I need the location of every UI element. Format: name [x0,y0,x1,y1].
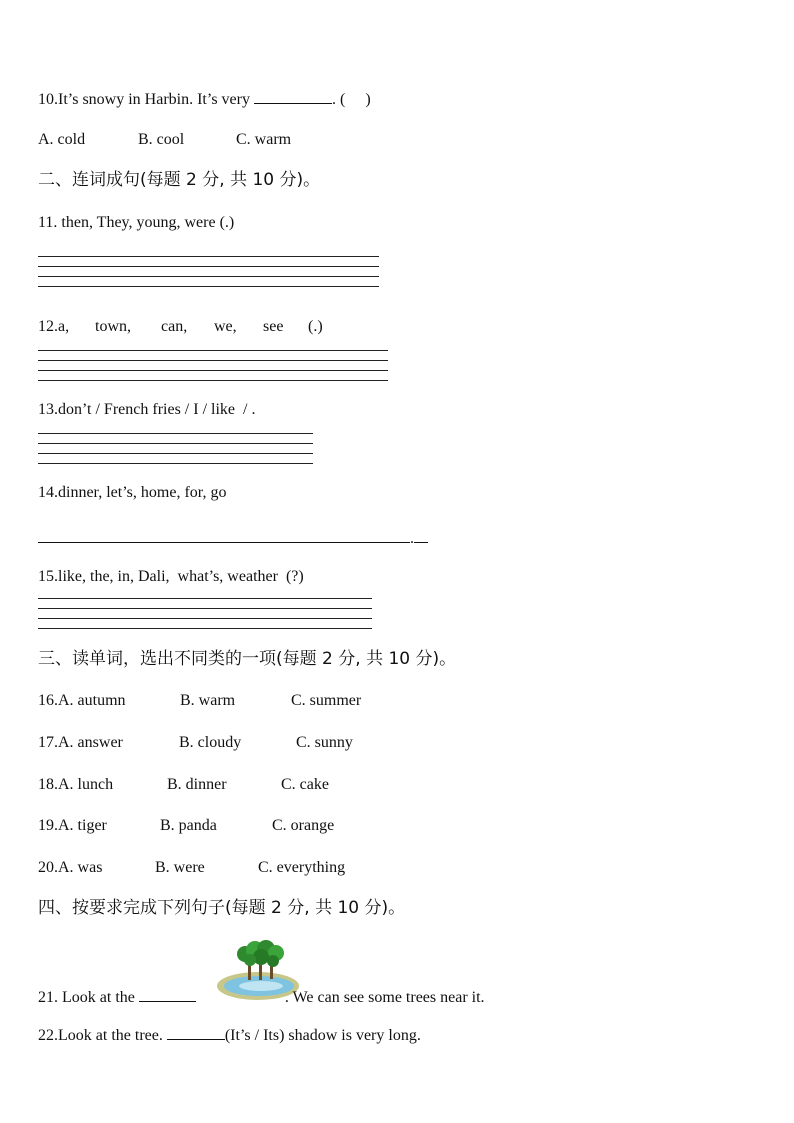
question-10: 10.It’s snowy in Harbin. It’s very . ( ) [38,88,371,110]
option-b[interactable]: B. warm [180,692,236,709]
option-b[interactable]: B. cloudy [179,734,242,751]
question-16: 16.A. autumn B. warm C. summer [38,692,362,709]
answer-lines-11[interactable] [38,256,379,296]
question-13: 13.don’t / French fries / I / like / . [38,401,256,418]
answer-lines-15[interactable] [38,598,372,638]
section-2-heading: 二、连词成句(每题 2 分, 共 10 分)。 [38,170,321,190]
option-a[interactable]: A. cold [38,131,86,148]
question-12: 12.a, town, can, we, see (.) [38,318,323,335]
option-b[interactable]: B. were [155,859,205,876]
option-a[interactable]: A. was [58,859,103,876]
question-18: 18.A. lunch B. dinner C. cake [38,776,329,793]
option-c[interactable]: C. orange [272,817,335,834]
question-21: 21. Look at the . We can see some trees near it. [38,986,485,1008]
answer-blank[interactable] [254,88,332,104]
option-c[interactable]: C. summer [291,692,362,709]
option-b[interactable]: B. panda [160,817,217,834]
question-22: 22.Look at the tree. (It’s / Its) shadow is very long. [38,1024,421,1046]
answer-lines-12[interactable] [38,350,388,390]
question-15: 15.like, the, in, Dali, what’s, weather (?) [38,568,304,585]
option-a[interactable]: A. autumn [58,692,126,709]
option-a[interactable]: A. answer [58,734,123,751]
answer-lines-13[interactable] [38,433,313,473]
question-11: 11. then, They, young, were (.) [38,214,235,231]
section-4-heading: 四、按要求完成下列句子(每题 2 分, 共 10 分)。 [38,898,406,918]
option-a[interactable]: A. lunch [58,776,114,793]
option-c[interactable]: C. warm [236,131,292,148]
question-10-options [38,130,291,150]
option-c[interactable]: C. sunny [296,734,353,751]
option-a[interactable]: A. tiger [58,817,107,834]
option-c[interactable]: C. everything [258,859,346,876]
option-b[interactable]: B. cool [138,131,185,148]
question-17: 17.A. answer B. cloudy C. sunny [38,734,353,751]
answer-line-14[interactable]: . [38,527,428,549]
option-b[interactable]: B. dinner [167,776,227,793]
answer-blank[interactable] [167,1024,225,1040]
question-19: 19.A. tiger B. panda C. orange [38,817,335,834]
section-3-heading: 三、读单词，选出不同类的一项(每题 2 分, 共 10 分)。 [38,649,457,669]
answer-blank[interactable] [139,986,196,1002]
question-14: 14.dinner, let’s, home, for, go [38,484,227,501]
option-c[interactable]: C. cake [281,776,329,793]
question-20: 20.A. was B. were C. everything [38,859,346,876]
